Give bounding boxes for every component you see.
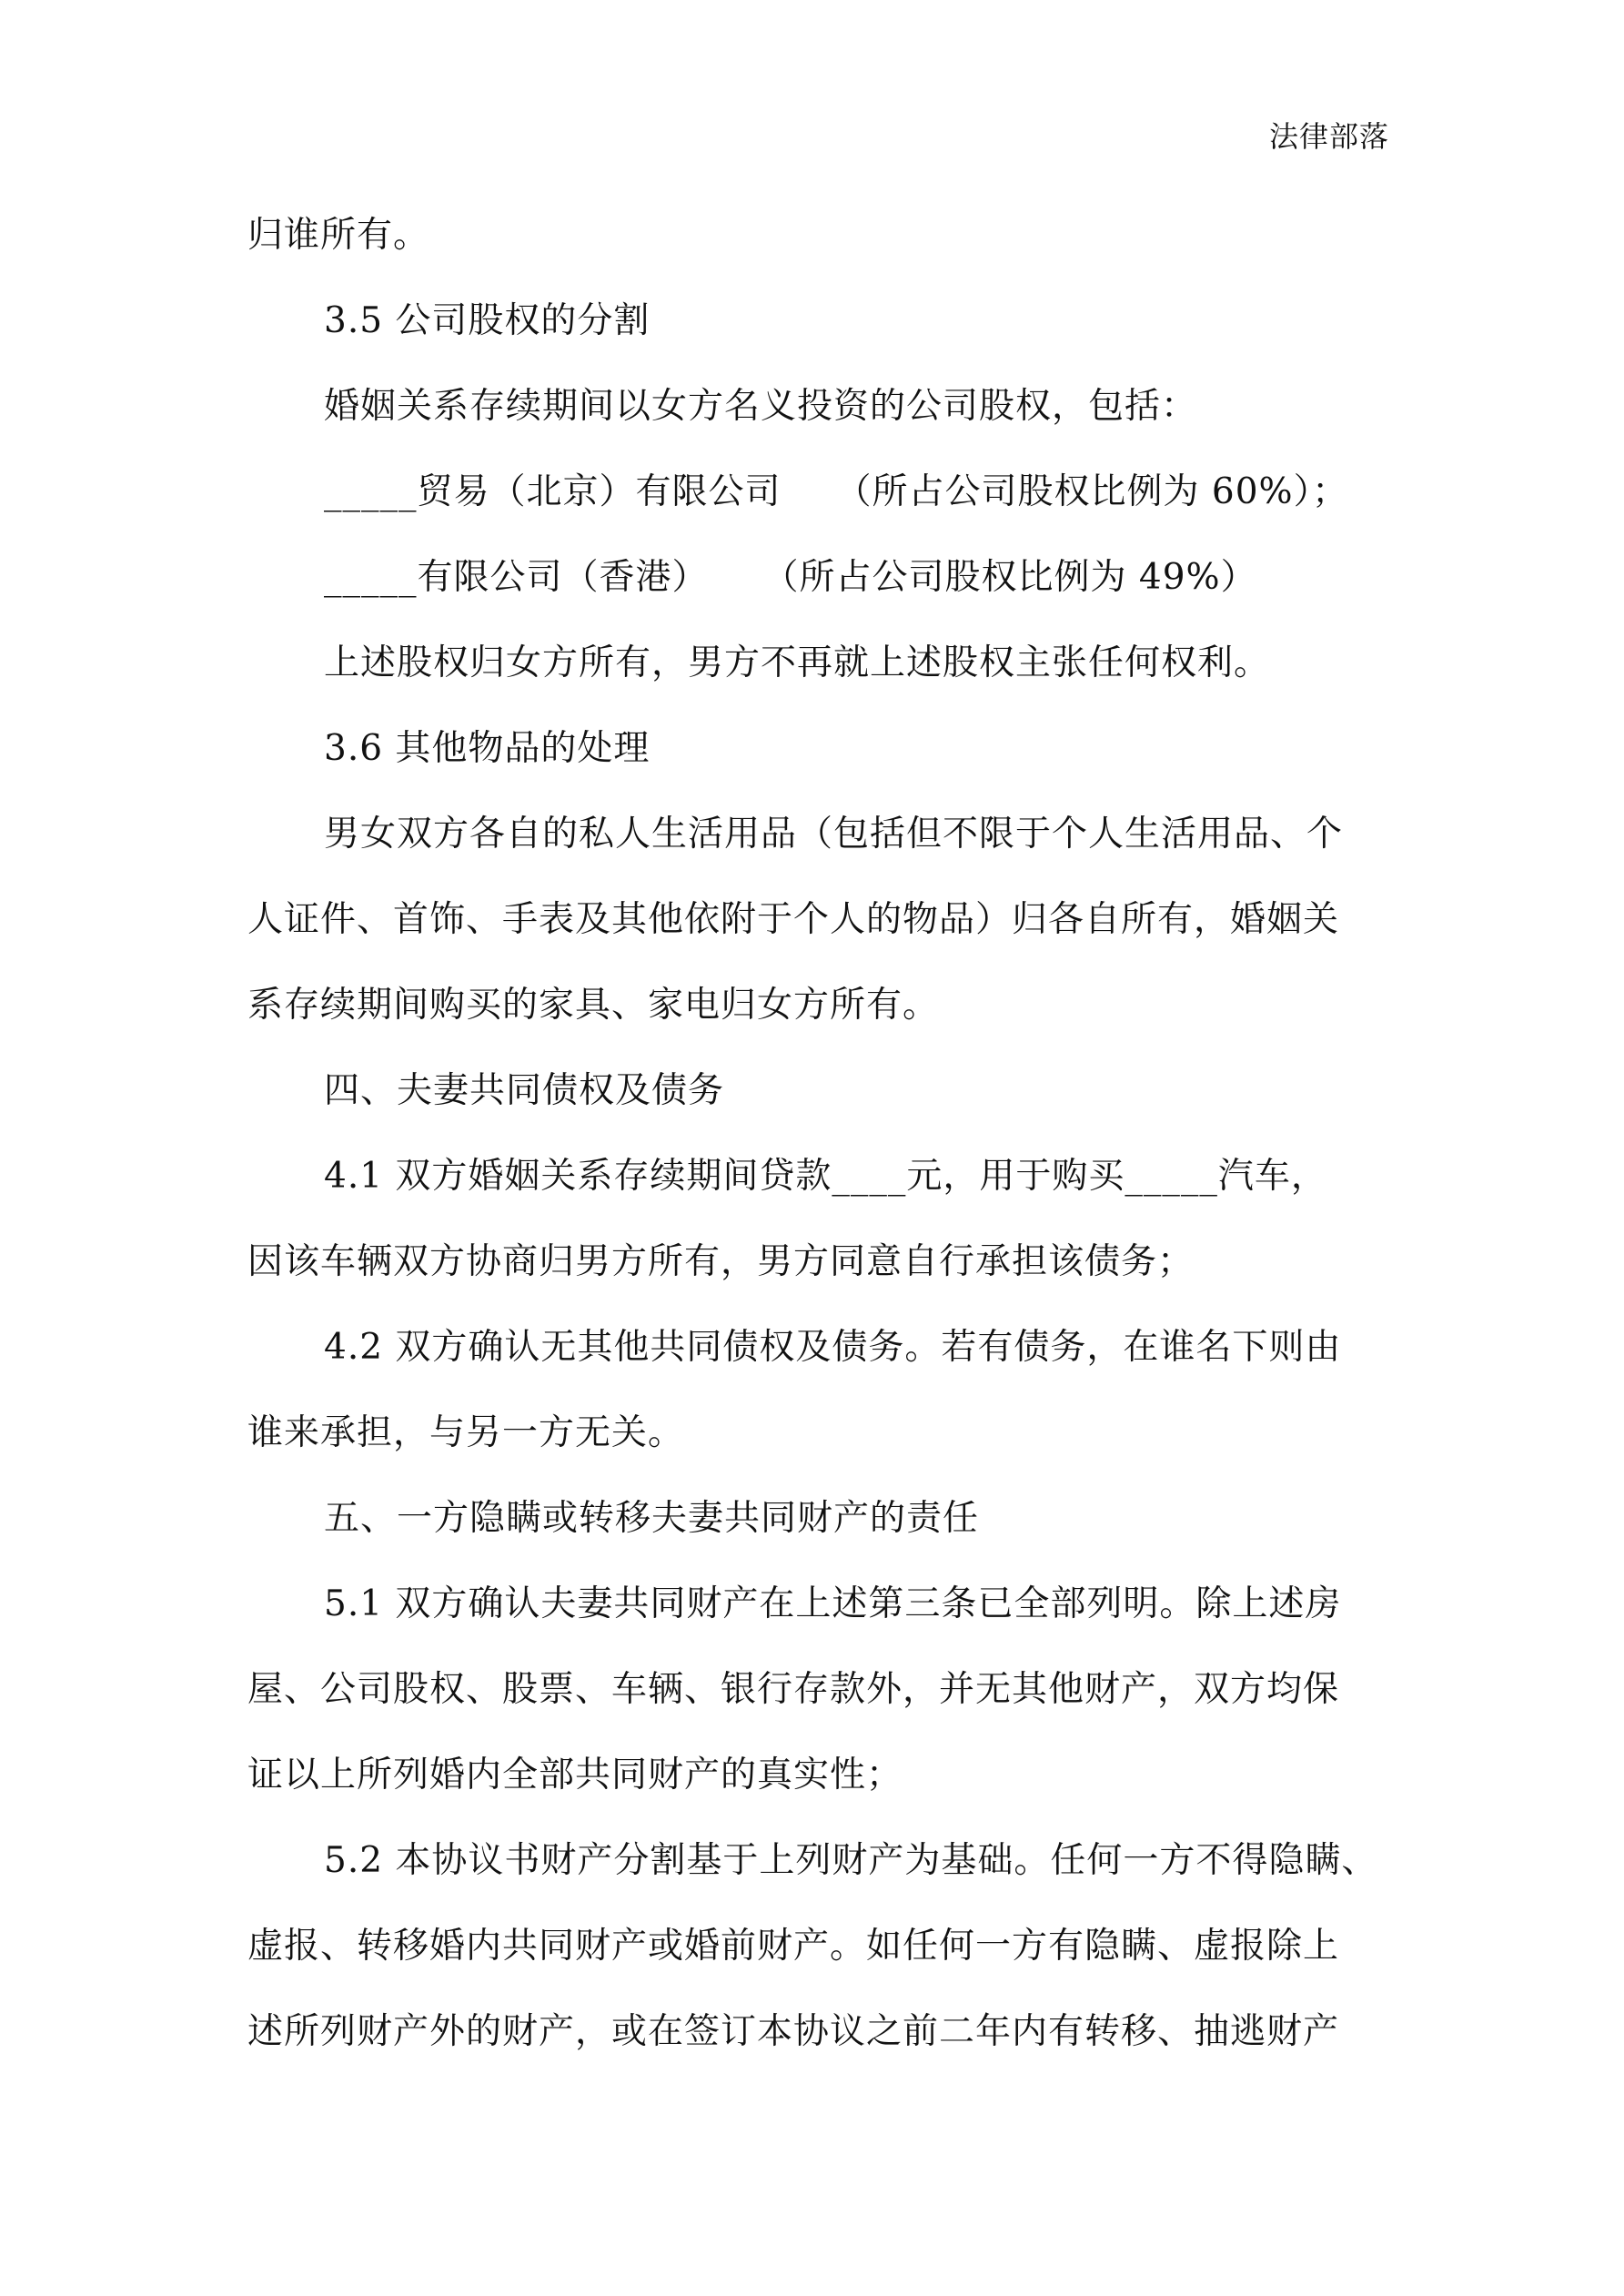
text-line: 5.1 双方确认夫妻共同财产在上述第三条已全部列明。除上述房 (324, 1583, 1342, 1624)
text-line: 述所列财产外的财产，或在签订本协议之前二年内有转移、抽逃财产 (247, 2011, 1340, 2052)
text-line: 系存续期间购买的家具、家电归女方所有。 (247, 985, 940, 1026)
text-line: 归谁所有。 (247, 215, 430, 256)
company-name: _____有限公司（香港） (324, 557, 709, 598)
text-line: 4.1 双方婚姻关系存续期间贷款____元，用于购买_____汽车， (324, 1156, 1327, 1197)
chapter-heading: 五、一方隐瞒或转移夫妻共同财产的责任 (324, 1498, 980, 1539)
text-line: 因该车辆双方协商归男方所有，男方同意自行承担该债务； (247, 1241, 1195, 1282)
text-line: 4.2 双方确认无其他共同债权及债务。若有债务，在谁名下则由 (324, 1327, 1342, 1368)
text-line: 人证件、首饰、手表及其他依附于个人的物品）归各自所有，婚姻关 (247, 899, 1340, 940)
text-line: 谁来承担，与另一方无关。 (247, 1412, 685, 1453)
document-body (247, 193, 1394, 2075)
text-line: 屋、公司股权、股票、车辆、银行存款外，并无其他财产，双方均保 (247, 1669, 1340, 1710)
text-line: 上述股权归女方所有，男方不再就上述股权主张任何权利。 (324, 642, 1271, 683)
equity-ratio: （所占公司股权比例为 60%）； (835, 471, 1349, 512)
equity-item (247, 450, 1394, 535)
equity-item (247, 535, 1394, 621)
text-line: 证以上所列婚内全部共同财产的真实性； (247, 1755, 903, 1795)
company-name: _____贸易（北京）有限公司 (324, 471, 782, 512)
section-heading: 3.6 其他物品的处理 (324, 728, 651, 769)
text-line: 5.2 本协议书财产分割基于上列财产为基础。任何一方不得隐瞒、 (324, 1840, 1378, 1881)
text-line: 婚姻关系存续期间以女方名义投资的公司股权，包括： (324, 386, 1198, 427)
section-heading: 3.5 公司股权的分割 (324, 300, 651, 341)
chapter-heading: 四、夫妻共同债权及债务 (324, 1070, 725, 1111)
text-line: 虚报、转移婚内共同财产或婚前财产。如任何一方有隐瞒、虚报除上 (247, 1926, 1340, 1967)
text-line: 男女双方各自的私人生活用品（包括但不限于个人生活用品、个 (324, 814, 1344, 855)
page-header-brand: 法律部落 (1269, 119, 1390, 154)
equity-ratio: （所占公司股权比例为 49%） (762, 557, 1257, 598)
